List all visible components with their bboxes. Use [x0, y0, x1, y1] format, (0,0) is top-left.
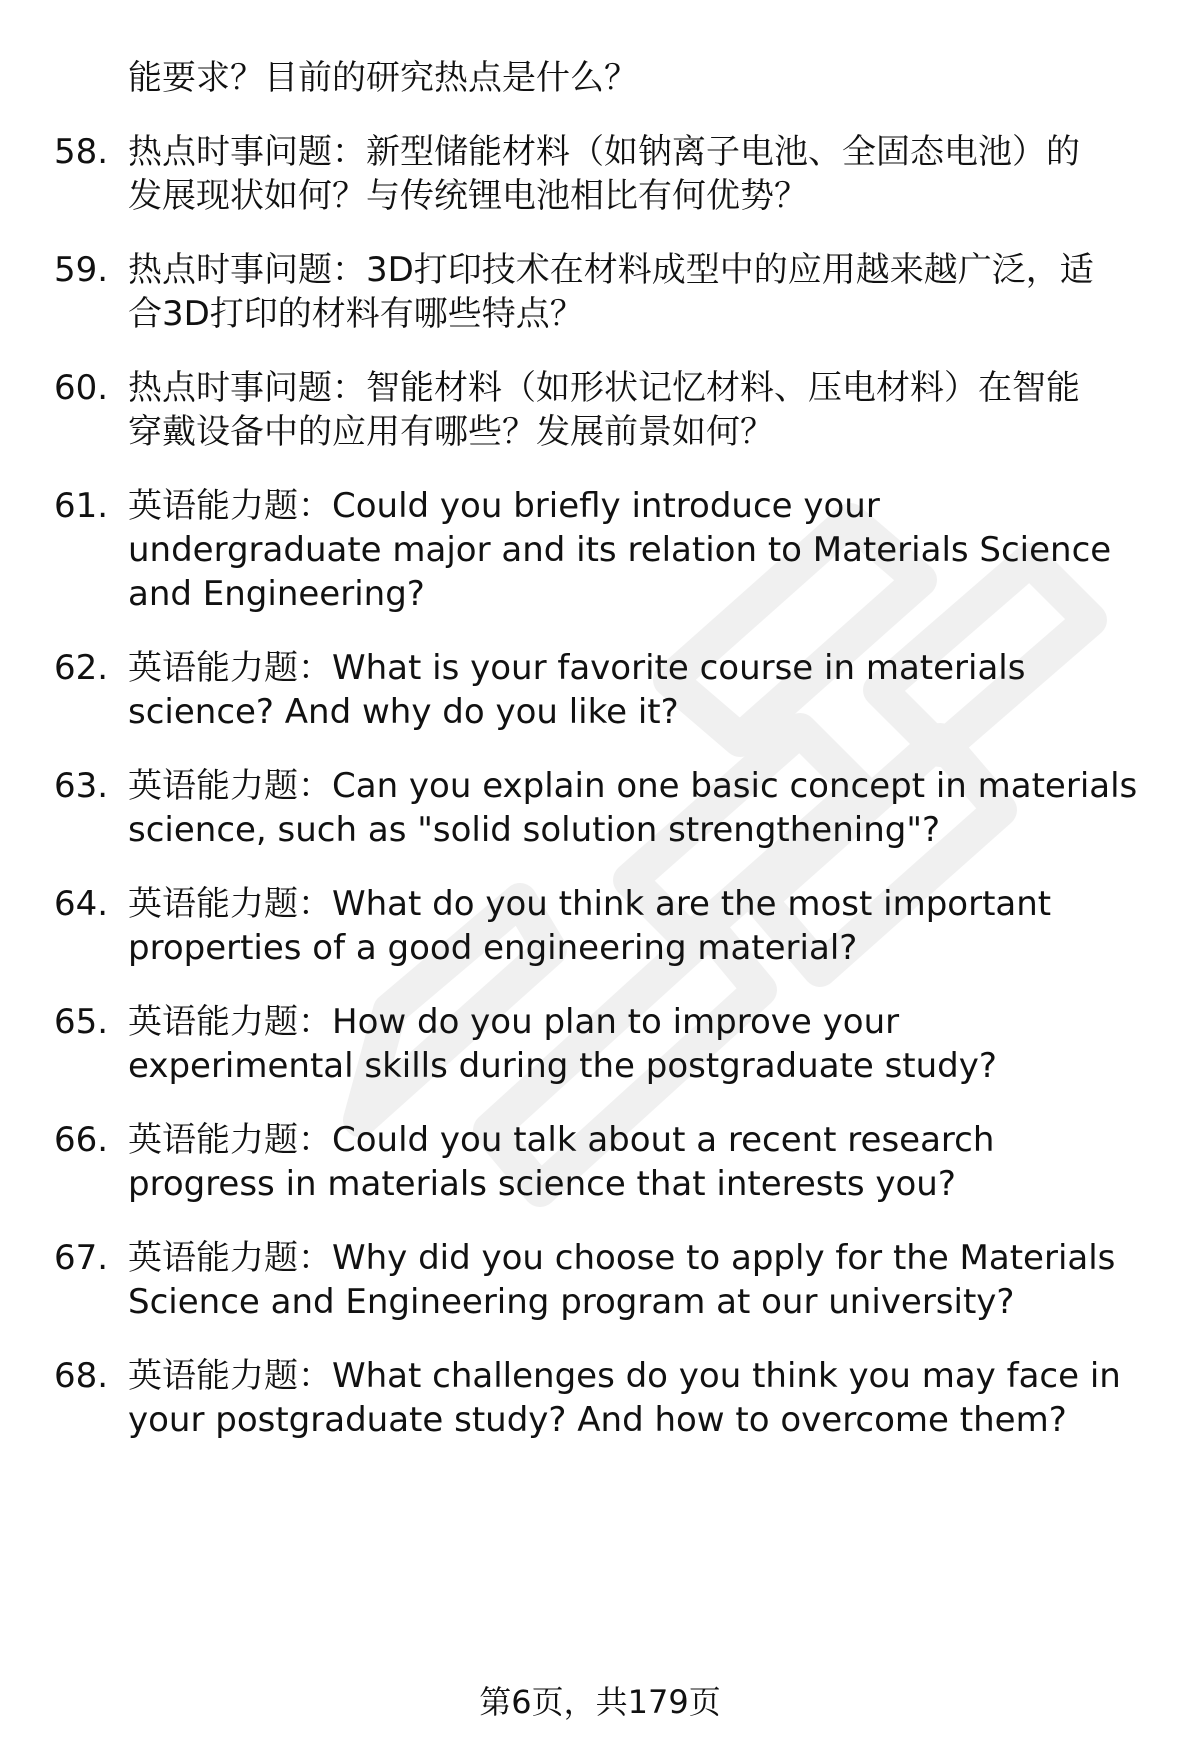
question-number: 68.: [54, 1356, 109, 1396]
question-line: 英语能力题：What challenges do you think you may face in: [128, 1356, 1121, 1396]
question-line: undergraduate major and its relation to Materials Science: [128, 530, 1112, 570]
question-line: science, such as "solid solution strengthening"?: [128, 810, 941, 850]
question-number: 60.: [54, 368, 109, 408]
question-number: 62.: [54, 648, 109, 688]
question-number: 66.: [54, 1120, 109, 1160]
question-line: 英语能力题：How do you plan to improve your: [128, 1002, 900, 1042]
question-line: 穿戴设备中的应用有哪些？发展前景如何？: [128, 412, 774, 452]
question-line: science? And why do you like it?: [128, 692, 679, 732]
question-line: 合3D打印的材料有哪些特点？: [128, 294, 584, 334]
question-line: 英语能力题：What is your favorite course in materials: [128, 648, 1026, 688]
question-number: 67.: [54, 1238, 109, 1278]
question-number: 58.: [54, 132, 109, 172]
question-line: 发展现状如何？与传统锂电池相比有何优势？: [128, 176, 808, 216]
question-number: 63.: [54, 766, 109, 806]
question-line: 英语能力题：Can you explain one basic concept in materials: [128, 766, 1138, 806]
question-number: 65.: [54, 1002, 109, 1042]
question-line: properties of a good engineering material?: [128, 928, 858, 968]
question-line: experimental skills during the postgraduate study?: [128, 1046, 997, 1086]
question-line: 英语能力题：Could you talk about a recent research: [128, 1120, 995, 1160]
question-line: 热点时事问题：新型储能材料（如钠离子电池、全固态电池）的: [128, 132, 1080, 172]
question-number: 61.: [54, 486, 109, 526]
question-line: Science and Engineering program at our university?: [128, 1282, 1015, 1322]
question-line: 热点时事问题：3D打印技术在材料成型中的应用越来越广泛，适: [128, 250, 1094, 290]
question-line: your postgraduate study? And how to overcome them?: [128, 1400, 1067, 1440]
question-line: 英语能力题：Could you briefly introduce your: [128, 486, 880, 526]
question-number: 64.: [54, 884, 109, 924]
question-line: 英语能力题：What do you think are the most important: [128, 884, 1052, 924]
question-line: 英语能力题：Why did you choose to apply for the Materials: [128, 1238, 1116, 1278]
question-line: progress in materials science that interests you?: [128, 1164, 956, 1204]
continuation-line: 能要求？目前的研究热点是什么？: [128, 58, 638, 98]
page-footer: 第6页，共179页: [479, 1683, 721, 1721]
question-line: 热点时事问题：智能材料（如形状记忆材料、压电材料）在智能: [128, 368, 1080, 408]
question-number: 59.: [54, 250, 109, 290]
question-line: and Engineering?: [128, 574, 425, 614]
